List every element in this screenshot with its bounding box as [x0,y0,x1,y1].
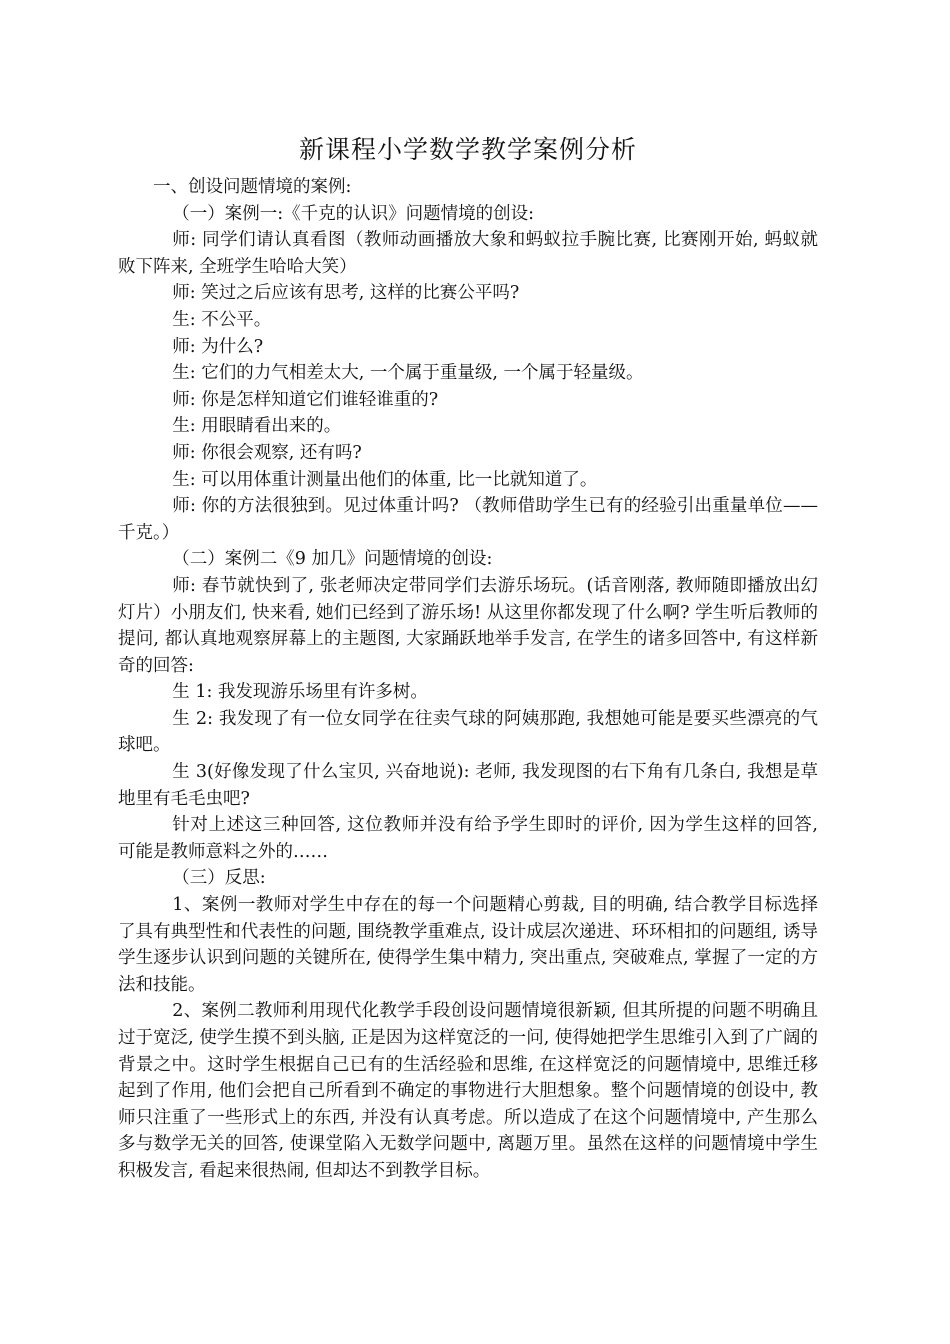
dialogue-line: 师: 春节就快到了, 张老师决定带同学们去游乐场玩。(话音刚落, 教师随即播放出幻灯片）小朋友们, 快来看, 她们已经到了游乐场! 从这里你都发现了什么啊? 学生听后教师的提问, 都认真地观察屏幕上的主题图, 大家踊跃地举手发言, 在学生的诸多回答中, 有这样新奇的回答: [118,575,818,676]
dialogue-line: 生: 不公平。 [172,309,272,330]
narrative-paragraph: 针对上述这三种回答, 这位教师并没有给予学生即时的评价, 因为学生这样的回答, 可能是教师意料之外的…… [118,815,818,862]
dialogue-line: 师: 你是怎样知道它们谁轻谁重的? [172,389,439,410]
dialogue-line: 生: 可以用体重计测量出他们的体重, 比一比就知道了。 [172,469,598,490]
dialogue-line: 师: 你的方法很独到。见过体重计吗? （教师借助学生已有的经验引出重量单位——千克。） [118,496,818,543]
case-2-heading: （二）案例二《9 加几》问题情境的创设: [172,549,493,570]
dialogue-line: 生 1: 我发现游乐场里有许多树。 [172,682,428,703]
dialogue-line: 生 2: 我发现了有一位女同学在往卖气球的阿姨那跑, 我想她可能是要买些漂亮的气球吧。 [118,708,818,756]
reflection-paragraph-1: 1、案例一教师对学生中存在的每一个问题精心剪裁, 目的明确, 结合教学目标选择了具有典型性和代表性的问题, 围绕教学重难点, 设计成层次递进、环环相扣的问题组, 诱导学生逐步认识到问题的关键所在, 使得学生集中精力, 突出重点, 突破难点, 掌握了一定的方法和技能。 [118,895,818,995]
section-heading-1: 一、创设问题情境的案例: [153,177,352,197]
dialogue-line: 师: 笑过之后应该有思考, 这样的比赛公平吗? [172,283,520,304]
dialogue-line: 生: 用眼睛看出来的。 [172,416,342,437]
document-body [118,132,818,1185]
reflection-heading: （三）反思: [172,868,266,889]
dialogue-line: 师: 你很会观察, 还有吗? [172,442,362,463]
dialogue-line: 师: 为什么? [172,336,264,357]
case-1-heading: （一）案例一:《千克的认识》问题情境的创设: [172,203,535,224]
dialogue-line: 生 3(好像发现了什么宝贝, 兴奋地说): 老师, 我发现图的右下角有几条白, 我想是草地里有毛毛虫吧? [118,762,818,809]
dialogue-line: 生: 它们的力气相差太大, 一个属于重量级, 一个属于轻量级。 [172,363,644,384]
dialogue-line: 师: 同学们请认真看图（教师动画播放大象和蚂蚁拉手腕比赛, 比赛刚开始, 蚂蚁就败下阵来, 全班学生哈哈大笑） [118,230,818,277]
reflection-paragraph-2: 2、案例二教师利用现代化教学手段创设问题情境很新颖, 但其所提的问题不明确且过于宽泛, 使学生摸不到头脑, 正是因为这样宽泛的一问, 使得她把学生思维引入到了广阔的背景之中。这时学生根据自己已有的生活经验和思维, 在这样宽泛的问题情境中, 思维迁移起到了作用, 他们会把自己所看到不确定的事物进行大胆想象。整个问题情境的创设中, 教师只注重了一些形式上的东西, 并没有认真考虑。所以造成了在这个问题情境中, 产生那么多与数学无关的回答, 使课堂陷入无数学问题中, 离题万里。虽然在这样的问题情境中学生积极发言, 看起来很热闹, 但却达不到教学目标。 [118,1001,818,1181]
document-title: 新课程小学数学教学案例分析 [298,135,637,164]
